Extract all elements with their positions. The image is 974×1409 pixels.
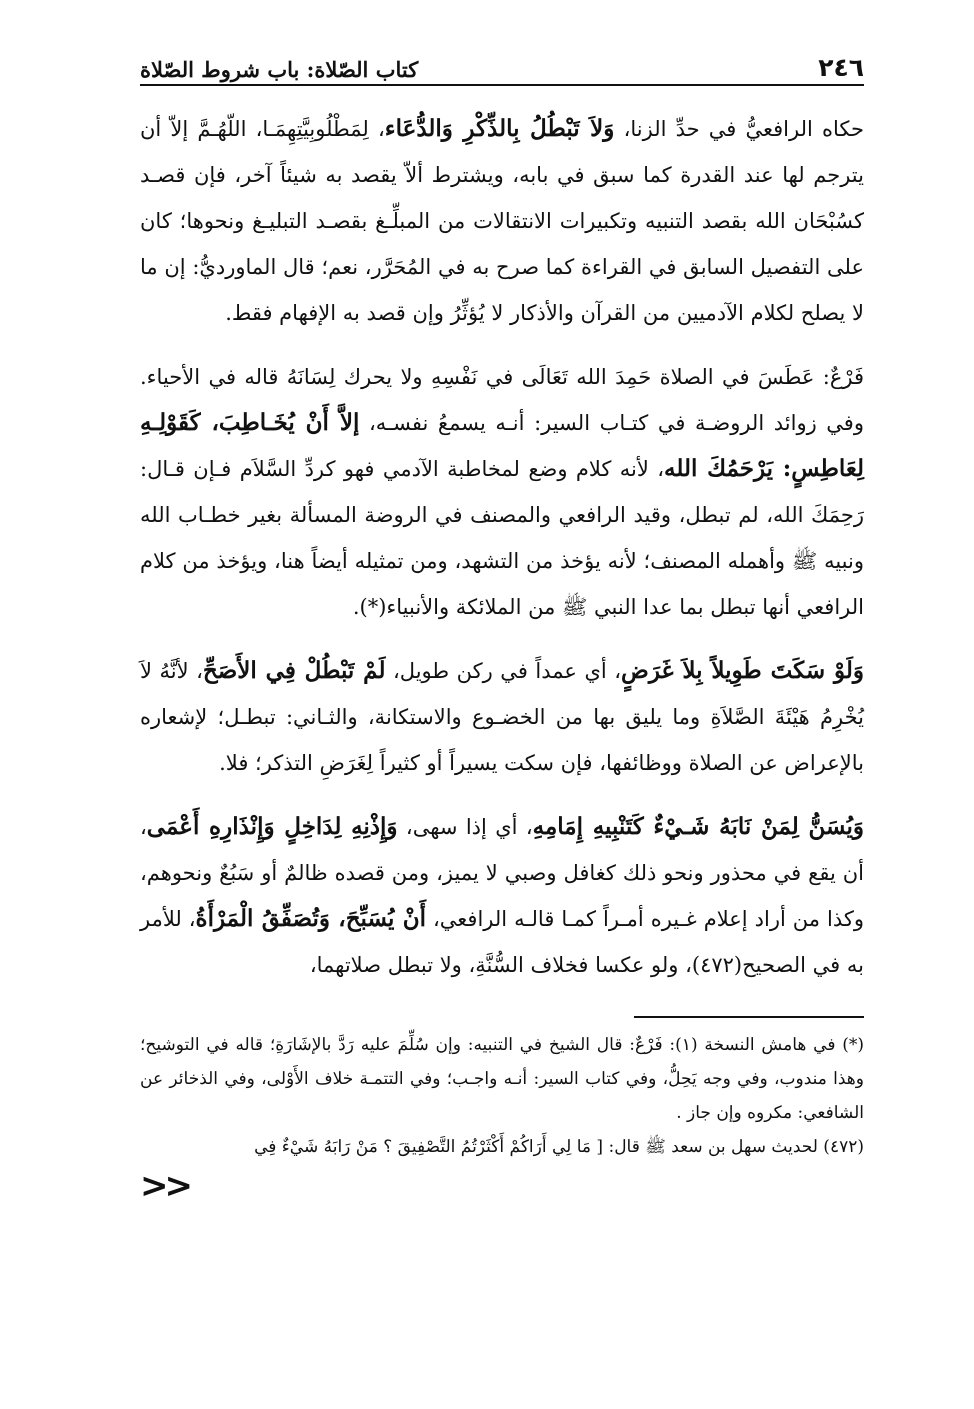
matn-bold-run: وَيُسَنُّ لِمَنْ نَابَهُ شَـيْءٌ كَتَنْبِيهِ إِمَامِهِ bbox=[532, 813, 864, 840]
matn-bold-run: أَنْ يُسَبِّحَ، وَتُصَفِّقُ الْمَرْأَةُ bbox=[195, 905, 427, 932]
paragraph-4 bbox=[140, 804, 864, 988]
paragraph-2 bbox=[140, 354, 864, 630]
matn-bold-run: لَمْ تَبْطُلْ فِي الأَصَحِّ bbox=[202, 657, 386, 684]
footnote-separator-wrap bbox=[140, 1016, 864, 1018]
footnote-472: (٤٧٢) لحديث سهل بن سعد ﷺ قال: [ مَا لِي أَرَاكُمْ أَكْثَرْتُمُ التَّصْفِيقَ ؟ مَنْ رَابَهُ شَيْءٌ فِي bbox=[254, 1137, 864, 1157]
matn-bold-run: وَإِذْنِهِ لِدَاخِلٍ وَإِنْذَارِهِ أَعْمَى bbox=[146, 813, 398, 840]
footnote-star: (*) في هامش النسخة (١): فَرْعٌ: قال الشيخ في التنبيه: وإن سُلِّمَ عليه رَدَّ بالإشَارَةِ؛ قاله في التوشيح؛ وهذا مندوب، وفي وجه يَحِلُّ، وفي كتاب السير: أنـه واجـب؛ وفي التتمـة خلاف الأَوْلى، وفي الذخائر عن الشافعي: مكروه وإن جاز . bbox=[140, 1035, 864, 1123]
text-run: ، أي عمداً في ركن طويل، bbox=[385, 659, 622, 683]
text-run: ، لأنَّهُ لاَ يُخْرِمُ هَيْئَةَ الصَّلاَةِ وما يليق بها من الخضـوع والاستكانة، والثـاني: تبطـل؛ لإشعاره بالإعراض عن الصلاة ووظائفها، فإن سكت يسيراً أو كثيراً لِغَرَضِ التذكر؛ فلا. bbox=[140, 659, 864, 775]
page-number: ٢٤٦ bbox=[818, 53, 864, 82]
continuation-mark: >> bbox=[140, 1166, 189, 1206]
text-run: ، أن يقع في محذور ونحو ذلك كغافل وصبي لا يميز، ومن قصده ظالمٌ أو سَبُعٌ ونحوهم، وكذا من أراد إعلام غـيره أمـراً كمـا قالـه الرافعي، bbox=[140, 815, 865, 931]
matn-bold-run: وَلَوْ سَكَتَ طَوِيلاً بِلاَ غَرَضٍ bbox=[621, 657, 865, 684]
text-run: ، للأمر به في الصحيح(٤٧٢)، ولو عكسا فخلاف السُّنَّةِ، ولا تبطل صلاتهما، bbox=[140, 907, 864, 977]
text-run: ، أي إذا سهى، bbox=[397, 815, 533, 839]
paragraph-1 bbox=[140, 106, 864, 336]
matn-bold-run: وَلاَ تَبْطُلُ بِالذِّكْرِ وَالدُّعَاء bbox=[384, 115, 615, 142]
text-run: فَرْعٌ: عَطَسَ في الصلاة حَمِدَ الله تَعَالَى في نَفْسِهِ ولا يحرك لِسَانَهُ قاله في الأحياء. وفي زوائد الروضـة في كتـاب السير: أنـه يسمعُ نفسـه، bbox=[140, 365, 864, 435]
footnote-separator bbox=[634, 1016, 864, 1018]
paragraph-3 bbox=[140, 648, 864, 786]
running-title: كتاب الصّلاة: باب شروط الصّلاة bbox=[140, 57, 419, 82]
text-run: حكاه الرافعيُّ في حدِّ الزنا، bbox=[614, 117, 864, 141]
text-run: ، لِمَطْلُوبِيَّتِهِمَـا، اللّهُـمَّ إلاّ أن يترجم لها عند القدرة كما سبق في بابه، ويشترط ألاّ يقصد به شيئاً آخر، فإن قصـد كسُبْحَان الله بقصد التنبيه وتكبيرات الانتقالات من المبلِّـغ بقصـد التبليـغ ونحوها؛ كان على التفصيل السابق في القراءة كما صرح به في المُحَرَّر، نعم؛ قال الماورديُّ: إن ما لا يصلح لكلام الآدميين من القرآن والأذكار لا يُؤثِّرُ وإن قصد به الإفهام فقط. bbox=[140, 117, 864, 325]
matn-bold-run: إلاَّ أَنْ يُخَـاطِبَ، كَقَوْلِـهِ لِعَاطِسٍ: يَرْحَمُكَ الله bbox=[140, 409, 865, 482]
running-header bbox=[140, 40, 864, 86]
text-run: ، لأنه كلام وضع لمخاطبة الآدمي فهو كردِّ السَّلاَم فـإن قـال: رَحِمَكَ الله، لم تبطل، وقيد الرافعي والمصنف في الروضة المسألة بغير خطـاب الله ونبيه ﷺ وأهمله المصنف؛ لأنه يؤخذ من التشهد، ومن تمثيله أيضاً هنا، ويؤخذ من كلام الرافعي أنها تبطل بما عدا النبي ﷺ من الملائكة والأنبياء(*). bbox=[140, 457, 864, 619]
